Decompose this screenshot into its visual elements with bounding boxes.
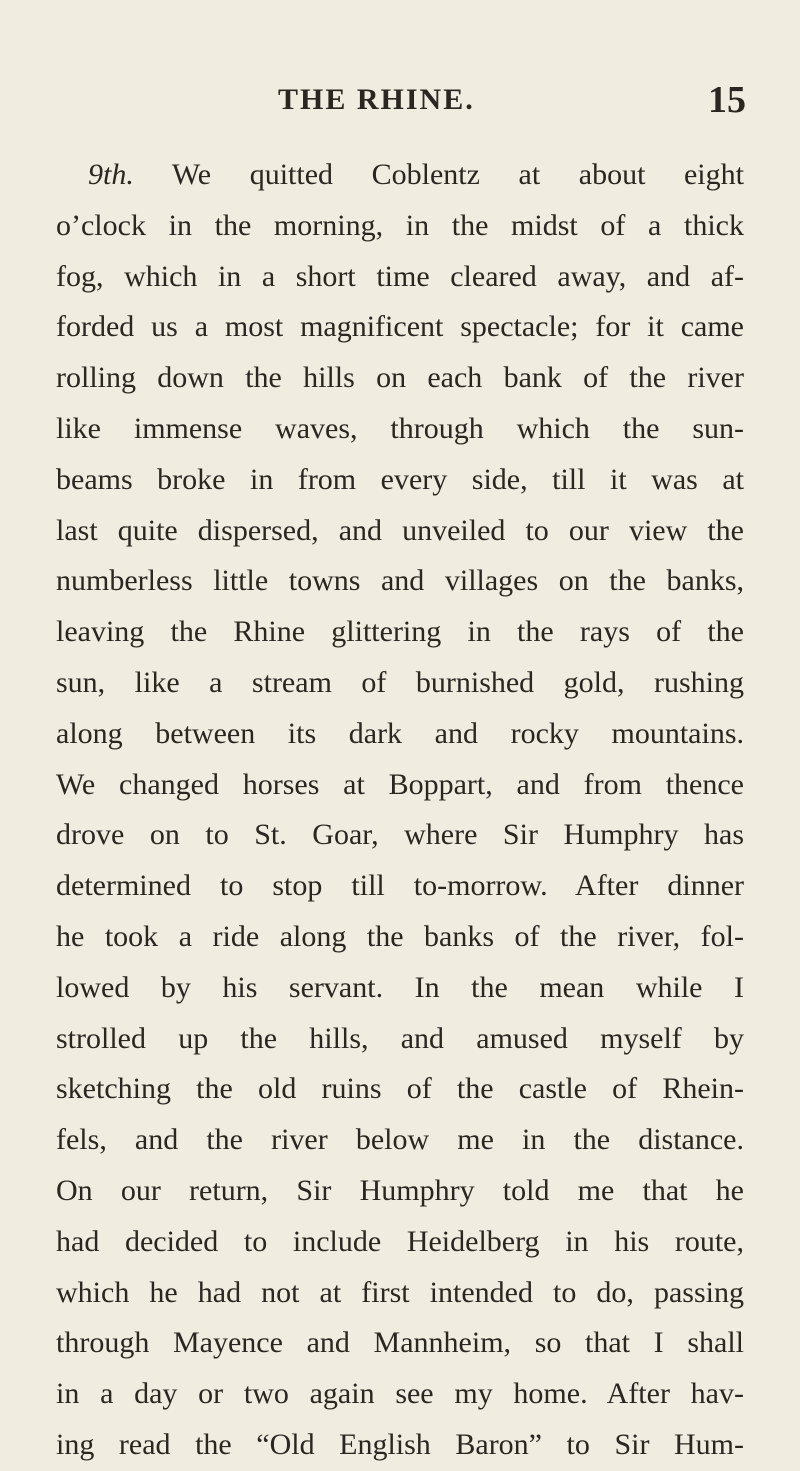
date-marker: 9th. [88,158,134,191]
text-line: ing read the “Old English Baron” to Sir Hum- [56,1427,744,1461]
text-line: determined to stop till to-morrow. After dinner [56,869,744,903]
text-line: o’clock in the morning, in the midst of a thick [56,208,744,242]
text-line: in a day or two again see my home. After hav- [56,1377,744,1411]
text-line: rolling down the hills on each bank of the river [56,361,744,395]
text-line: fels, and the river below me in the distance. [56,1123,744,1157]
text-line: numberless little towns and villages on the banks, [56,564,744,598]
text-line: through Mayence and Mannheim, so that I shall [56,1326,744,1360]
running-head [0,78,800,122]
text-line: had decided to include Heidelberg in his route, [56,1224,744,1258]
text-line: strolled up the hills, and amused myself by [56,1021,744,1055]
text-line: last quite dispersed, and unveiled to our view the [56,513,744,547]
text-line: like immense waves, through which the sun- [56,411,744,445]
running-title: THE RHINE. [278,83,475,116]
text-line: lowed by his servant. In the mean while I [56,970,744,1004]
text-line: along between its dark and rocky mountains. [56,716,744,750]
text-line: fog, which in a short time cleared away, and af- [56,259,744,293]
text-line: We changed horses at Boppart, and from thence [56,767,744,801]
text-line: beams broke in from every side, till it was at [56,462,744,496]
text-line: forded us a most magnificent spectacle; for it came [56,310,744,344]
text-line: sketching the old ruins of the castle of Rhein- [56,1072,744,1106]
text-line: sun, like a stream of burnished gold, rushing [56,665,744,699]
line-text: We quitted Coblentz at about eight [171,158,744,191]
text-line: leaving the Rhine glittering in the rays of the [56,615,744,649]
page-number: 15 [708,79,746,121]
text-line: drove on to St. Goar, where Sir Humphry has [56,818,744,852]
text-line [56,150,744,201]
text-line: which he had not at first intended to do, passing [56,1275,744,1309]
body-text [56,150,744,1471]
text-line: he took a ride along the banks of the river, fol- [56,919,744,953]
text-line: On our return, Sir Humphry told me that he [56,1173,744,1207]
